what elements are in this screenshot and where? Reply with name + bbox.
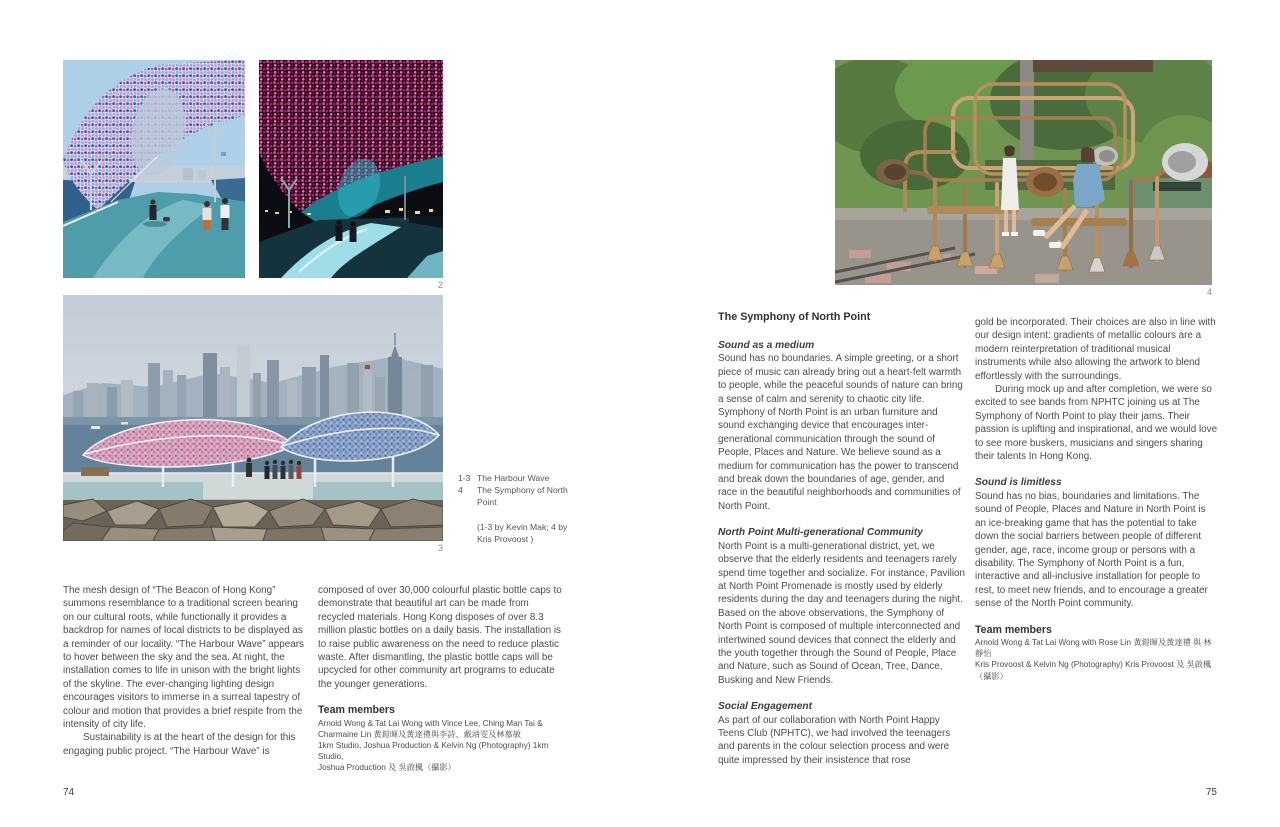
paragraph: Sound has no bias, boundaries and limitations. The sound of People, Places and Nature in North Point is an ice-breaking game that has the potential to take down the social barriers between people of different gender, age, race, income group or persons with a disability. The Symphony of North Point is a fun, interactive and all-inclusive installation for people to rest, to meet new friends, and to encourage a greater sense of the North Point community.: [975, 490, 1208, 610]
paragraph: composed of over 30,000 colourful plastic bottle caps to demonstrate that beautiful art can be made from recycled materials. Hong Kong disposes of over 8.3 million plastic bottles on a daily basis. The installation is to raise public awareness on the need to reduce plastic waste. After dismantling, the plastic bottle caps will be upcycled for other community art programs to educate the younger generations.: [318, 585, 562, 690]
section-heading-multigenerational-community: North Point Multi-generational Community: [718, 527, 923, 539]
team-members-credits: [318, 718, 568, 774]
credit-line: Joshua Production 及 吳啟楓（攝影）: [318, 763, 456, 773]
caption-label: The Harbour Wave: [477, 473, 550, 483]
credit-line: Charmaine Lin 黃鎧暉及黃達禮與李詩、戴靖雯及林慕敏: [318, 729, 521, 739]
page-number-right: 75: [1205, 787, 1217, 798]
credit-line: Kris Provoost & Kelvin Ng (Photography) Kris Provoost 及 吳啟楓（攝影）: [975, 660, 1212, 681]
section-heading-social-engagement: Social Engagement: [718, 701, 812, 713]
photo-symphony-north-point: [835, 60, 1212, 285]
article-title: The Symphony of North Point: [718, 311, 871, 323]
team-members-heading: Team members: [975, 623, 1052, 636]
photo-harbour-wave-day: [63, 60, 245, 278]
photo-symphony-north-point-illustration: [835, 60, 1212, 285]
right-page-column-1: [718, 339, 965, 767]
credit-line: Arnold Wong & Tat Lai Wong with Rose Lin 黃鎧暉及黃達禮 與 林靜怡: [975, 637, 1212, 659]
caption-label: The Symphony of North Point: [477, 485, 568, 508]
paragraph: North Point is a multi-generational district, yet, we observe that the elderly residents and teenagers rarely spend time together and socialize. For instance, Pavilion at North Point Promenade is mostly used by elderly residents during the day and teenagers during the night. Based on the above observations, the Symphony of North Point is composed of multiple interconnected and intertwined sound devices that connect the elderly and the youth together through the Sound of People, Place and Nature, such as Sound of Ocean, Tree, Dance, Busking and New Friends.: [718, 540, 966, 686]
credit-line: 1km Studio, Joshua Production & Kelvin Ng (Photography) 1km Studio,: [318, 741, 549, 762]
photo-harbour-wave-night-illustration: [259, 60, 443, 278]
paragraph: Sustainability is at the heart of the design for this engaging public project. “The Harbour Wave” is: [63, 732, 296, 757]
figure-captions: [458, 472, 580, 545]
caption-row-harbour-wave: [458, 472, 580, 484]
figure-number-4: 4: [1206, 287, 1212, 297]
paragraph: gold be incorporated. Their choices are also in line with our design intent: gradients of metallic colours are a modern reinterpretation of traditional musical instruments while also allowing the artwork to blend effortlessly with the surroundings.: [975, 317, 1216, 382]
photo-harbour-wave-panorama-illustration: [63, 295, 443, 541]
figure-number-2: 2: [437, 280, 443, 290]
section-heading-sound-as-a-medium: Sound as a medium: [718, 340, 815, 351]
credit-line: Arnold Wong & Tat Lai Wong with Vince Lee, Ching Man Tai &: [318, 718, 543, 728]
figure-number-3: 3: [437, 543, 443, 553]
team-members-heading: Team members: [318, 704, 395, 717]
paragraph: The mesh design of “The Beacon of Hong Kong” summons resemblance to a traditional screen bearing on our cultural roots, while functionally it provides a backdrop for names of local districts to be displayed as a reminder of our locality. “The Harbour Wave” appears to hover between the sky and the sea. At night, the installation comes to life in unison with the bright lights of the skyline. The ever-changing lighting design encourages visitors to immerse in a surreal tapestry of colour and motion that provides a brief respite from the intensity of city life.: [63, 585, 304, 731]
left-page-column-2: [318, 584, 568, 774]
caption-photo-credit: (1-3 by Kevin Mak; 4 by Kris Provoost ): [477, 521, 568, 544]
page-number-left: 74: [63, 787, 75, 798]
caption-number: 1-3: [458, 473, 471, 483]
left-page-column-1: [63, 584, 310, 758]
caption-number: 4: [458, 485, 463, 496]
paragraph: During mock up and after completion, we were so excited to see bands from NPHTC joining us at The Symphony of North Point to play their jams. Their passion is uplifting and inspirational, and we would love to see more buskers, musicians and singers sharing their talents In Hong Kong.: [975, 384, 1218, 463]
team-members-credits: [975, 637, 1218, 682]
caption-row-symphony: [458, 484, 580, 508]
photo-harbour-wave-night: [259, 60, 443, 278]
paragraph: Sound has no boundaries. A simple greeting, or a short piece of music can already bring out a heart-felt warmth to people, while the peaceful sounds of nature can bring a sense of calm and serenity to chaotic city life. Symphony of North Point is an urban furniture and sound exchanging device that encourages inter-generational communication through the sound of People, Places and Nature. We believe sound as a medium for communication has the power to transcend and break down the boundaries of age, gender, and race in the beautiful neighborhoods and communities of North Point.: [718, 353, 963, 512]
section-heading-sound-is-limitless: Sound is limitless: [975, 477, 1062, 489]
photo-harbour-wave-day-illustration: [63, 60, 245, 278]
photo-harbour-wave-panorama: [63, 295, 443, 541]
right-page-column-2: [975, 316, 1218, 682]
paragraph: As part of our collaboration with North Point Happy Teens Club (NPHTC), we had involved the teenagers and parents in the colour selection process and were quite impressed by their insistence that rose: [718, 714, 951, 766]
